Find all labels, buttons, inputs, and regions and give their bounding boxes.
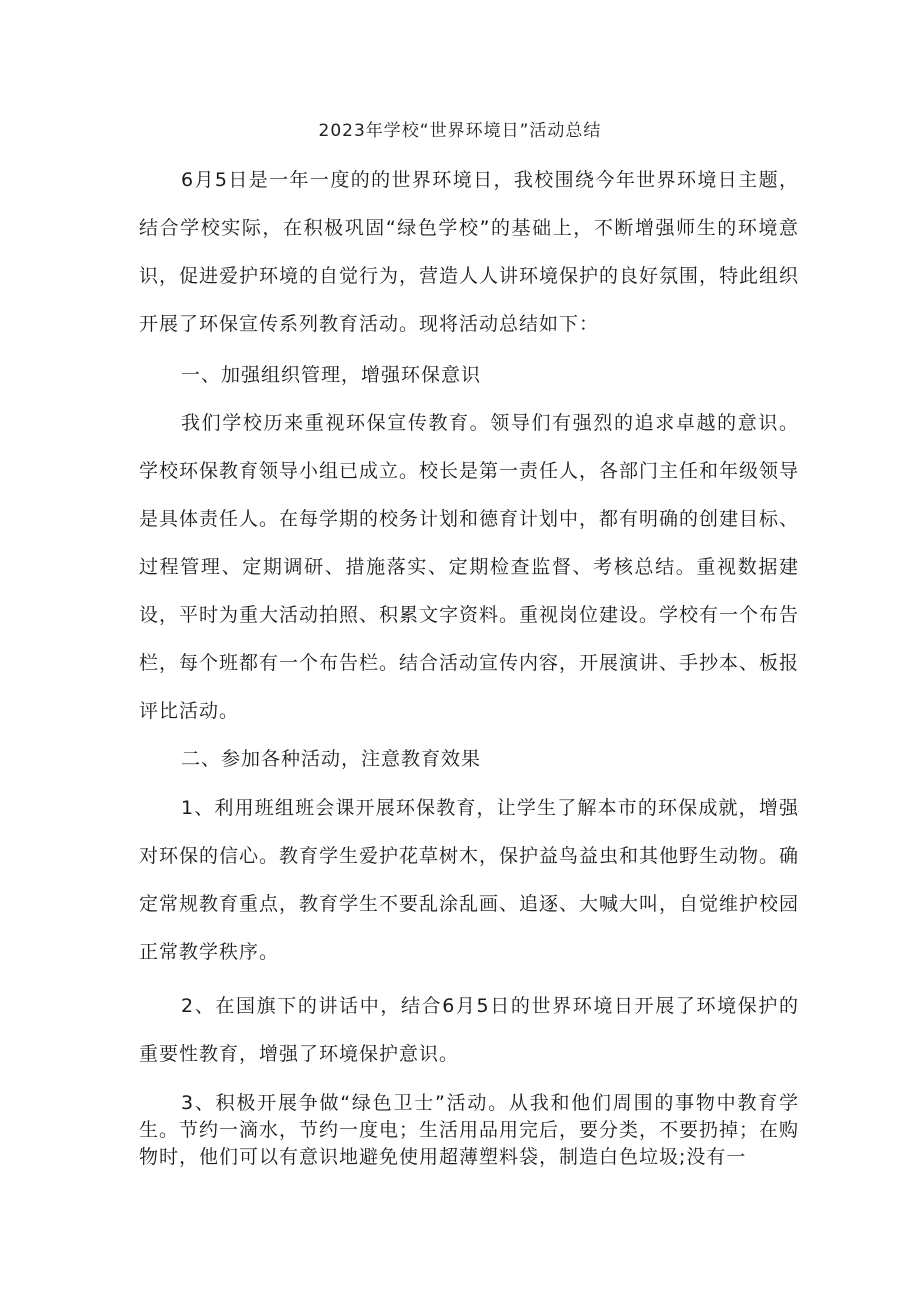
section-1-body: 我们学校历来重视环保宣传教育。领导们有强烈的追求卓越的意识。学校环保教育领导小组已成立。校长是第一责任人，各部门主任和年级领导是具体责任人。在每学期的校务计划和德育计划中，都有明确的创建目标、过程管理、定期调研、措施落实、定期检查监督、考核总结。重视数据建设，平时为重大活动拍照、积累文字资料。重视岗位建设。学校有一个布告栏，每个班都有一个布告栏。结合活动宣传内容，开展演讲、手抄本、板报评比活动。 bbox=[139, 412, 800, 722]
section-2-item-2: 2、在国旗下的讲话中，结合6月5日的世界环境日开展了环境保护的重要性教育，增强了环境保护意识。 bbox=[139, 995, 799, 1065]
intro-paragraph: 6月5日是一年一度的的世界环境日，我校围绕今年世界环境日主题，结合学校实际，在积极巩固“绿色学校”的基础上，不断增强师生的环境意识，促进爱护环境的自觉行为，营造人人讲环境保护的良好氛围，特此组织开展了环保宣传系列教育活动。现将活动总结如下： bbox=[139, 169, 800, 335]
document-title: 2023年学校“世界环境日”活动总结 bbox=[318, 121, 602, 141]
section-2-item-3: 3、积极开展争做“绿色卫士”活动。从我和他们周围的事物中教育学生。节约一滴水，节约一度电；生活用品用完后，要分类，不要扔掉；在购物时，他们可以有意识地避免使用超薄塑料袋，制造白色垃圾;没有一 bbox=[139, 1092, 800, 1168]
section-2-heading: 二、参加各种活动，注意教育效果 bbox=[181, 748, 482, 770]
section-2-item-1: 1、利用班组班会课开展环保教育，让学生了解本市的环保成就，增强对环保的信心。教育学生爱护花草树木，保护益鸟益虫和其他野生动物。确定常规教育重点，教育学生不要乱涂乱画、追逐、大喊大叫，自觉维护校园正常教学秩序。 bbox=[139, 797, 800, 963]
section-1-heading: 一、加强组织管理，增强环保意识 bbox=[181, 364, 482, 386]
